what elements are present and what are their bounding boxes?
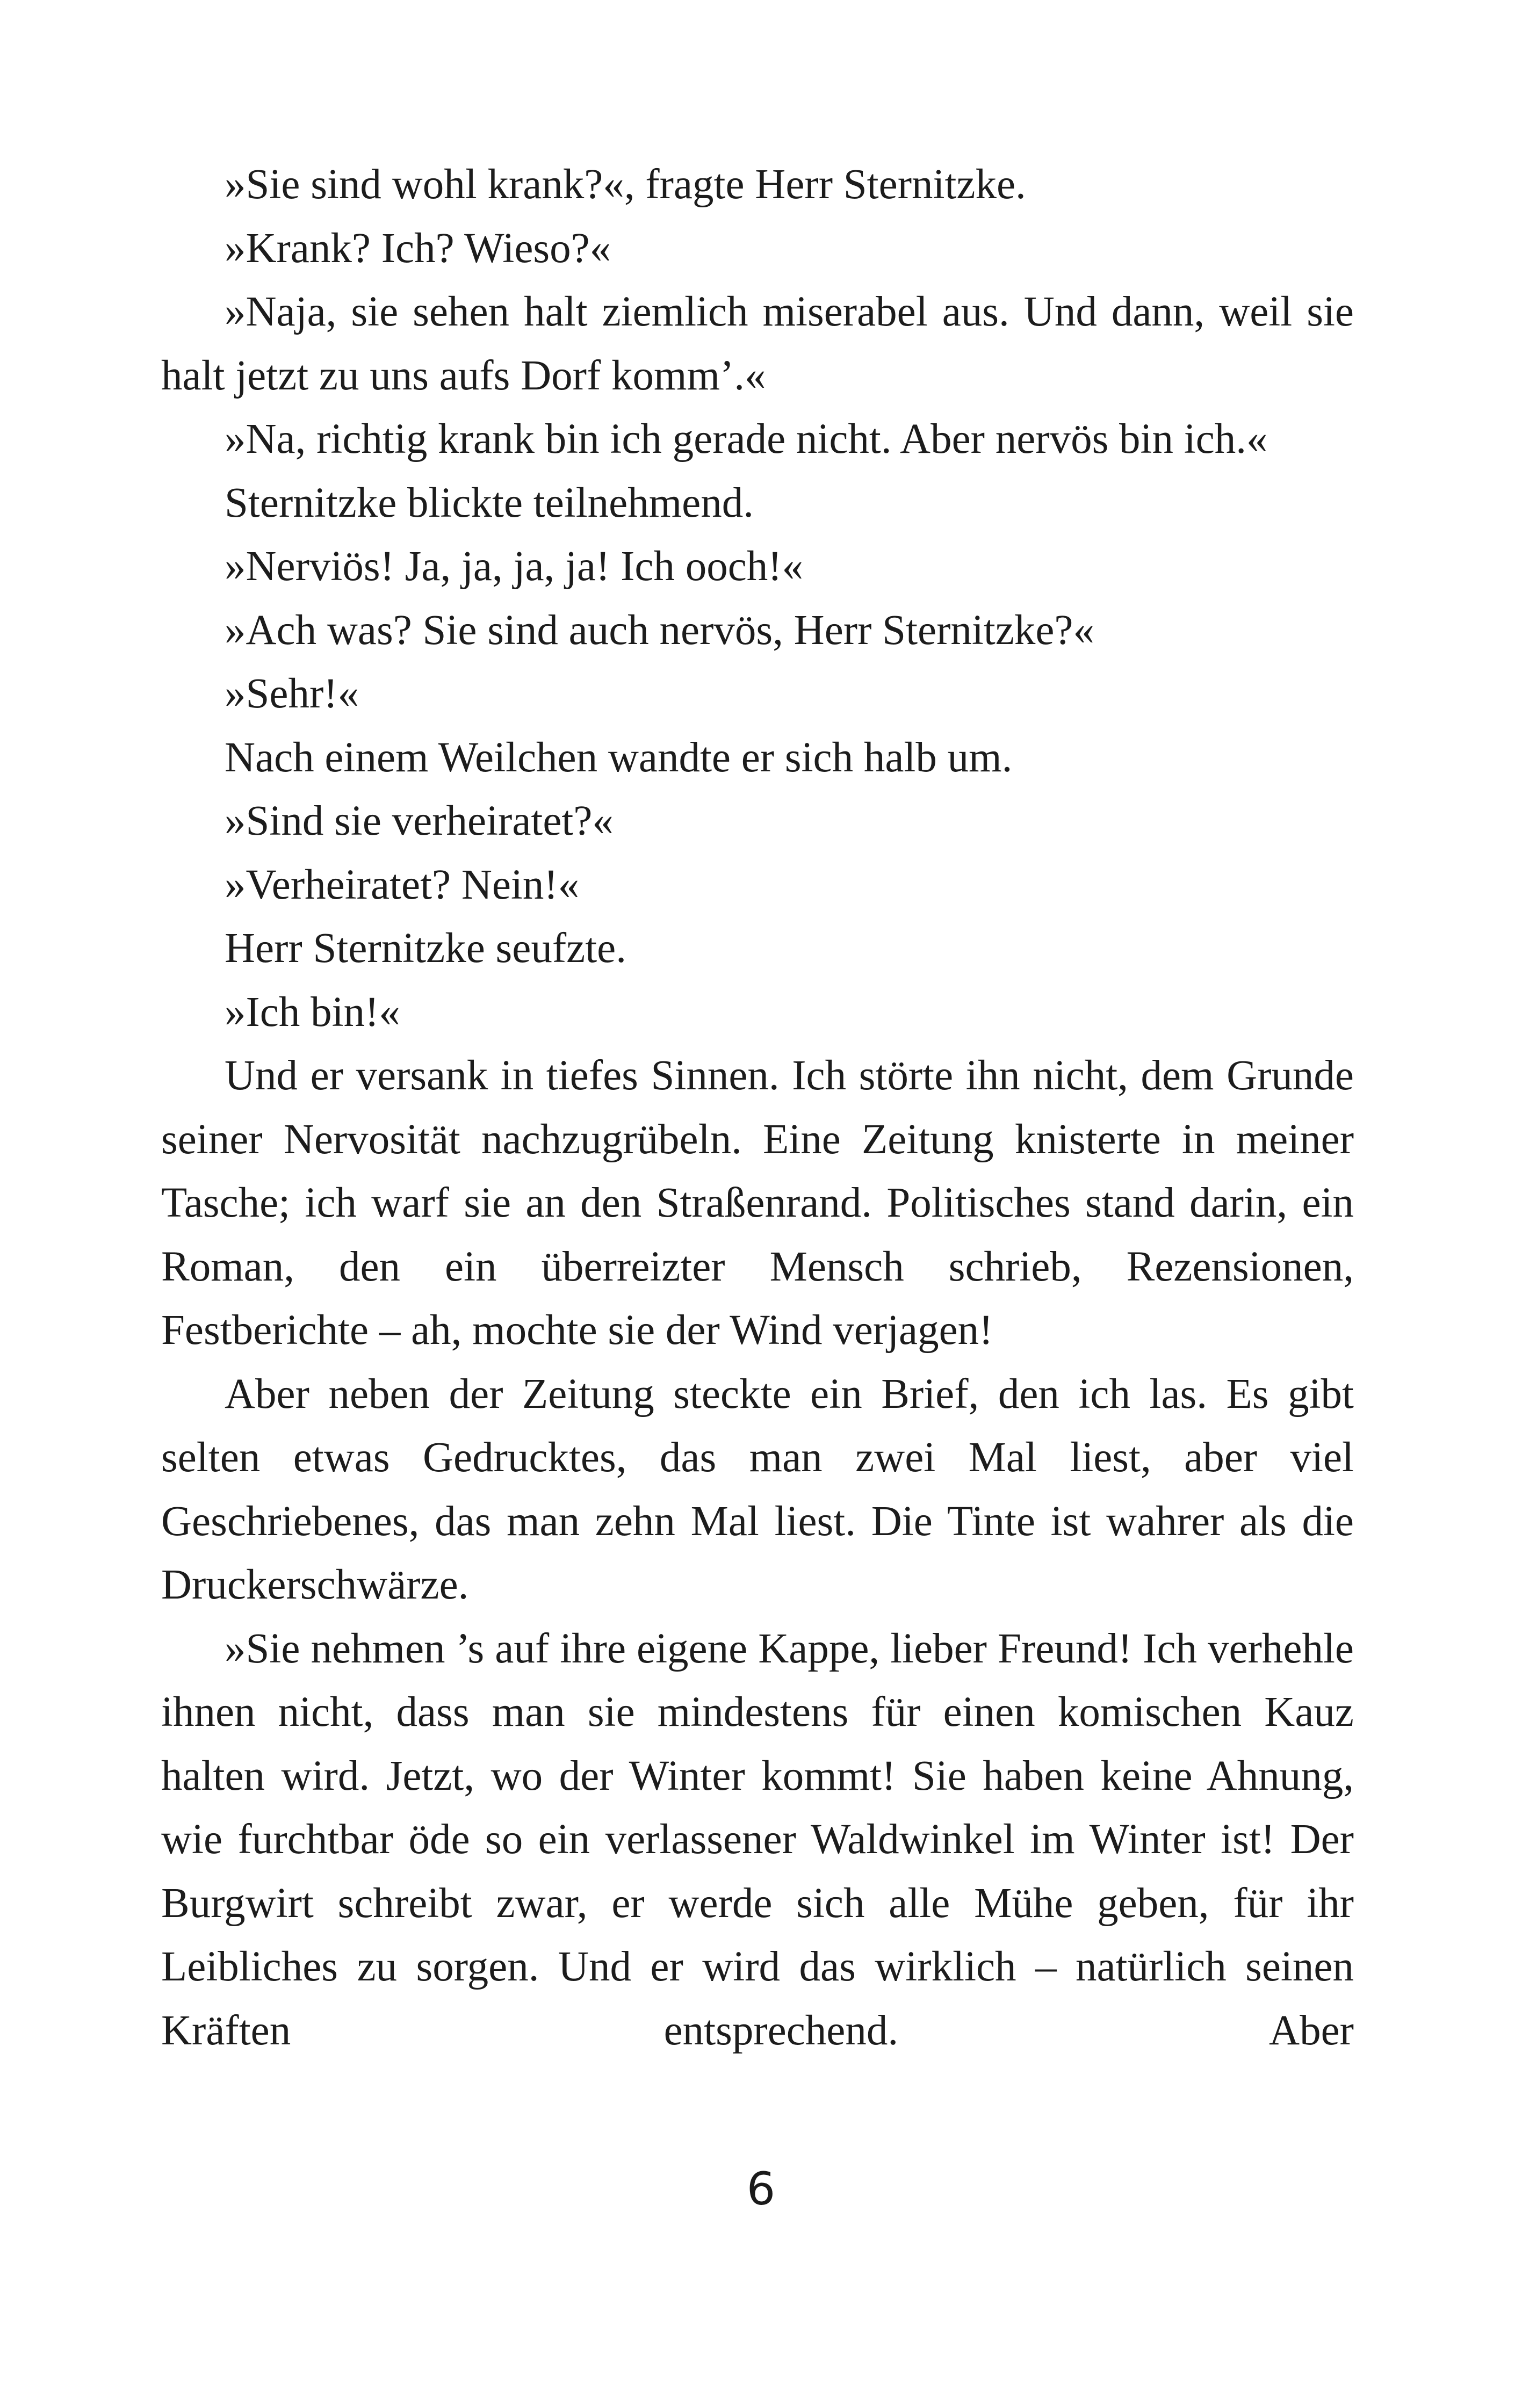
paragraph: »Na, richtig krank bin ich gerade nicht. Aber nervös bin ich.« <box>225 416 1268 462</box>
paragraph: »Naja, sie sehen halt ziemlich miserabel aus. Und dann, weil sie halt jetzt zu uns aufs Dorf komm’.« <box>161 288 1354 399</box>
paragraph: »Sehr!« <box>225 670 359 717</box>
paragraph: Und er versank in tiefes Sinnen. Ich störte ihn nicht, dem Grunde seiner Nervosität nachzugrübeln. Eine Zeitung knisterte in meiner Tasche; ich warf sie an den Straßenrand. Politisches stand darin, ein Roman, den ein überreizter Mensch schrieb, Rezensionen, Festberichte – ah, mochte sie der Wind verjagen! <box>161 1052 1354 1354</box>
paragraph: »Sie sind wohl krank?«, fragte Herr Sternitzke. <box>225 161 1026 208</box>
paragraph: »Verheiratet? Nein!« <box>225 861 580 908</box>
paragraph: Nach einem Weilchen wandte er sich halb um. <box>225 734 1013 781</box>
paragraph: »Ach was? Sie sind auch nervös, Herr Sternitzke?« <box>225 606 1094 654</box>
paragraph: »Nerviös! Ja, ja, ja, ja! Ich ooch!« <box>225 543 804 590</box>
paragraph: Herr Sternitzke seufzte. <box>225 925 626 972</box>
paragraph: Aber neben der Zeitung steckte ein Brief, den ich las. Es gibt selten etwas Gedrucktes, das man zwei Mal liest, aber viel Geschriebenes, das man zehn Mal liest. Die Tinte ist wahrer als die Druckerschwärze. <box>161 1370 1354 1608</box>
paragraph: »Sind sie verheiratet?« <box>225 798 614 844</box>
paragraph: Sternitzke blickte teilnehmend. <box>225 479 754 526</box>
paragraph: »Ich bin!« <box>225 988 400 1036</box>
paragraph: »Sie nehmen ’s auf ihre eigene Kappe, lieber Freund! Ich verhehle ihnen nicht, dass man sie mindestens für einen komischen Kauz halten wird. Jetzt, wo der Winter kommt! Sie haben keine Ahnung, wie furchtbar öde so ein verlassener Waldwinkel im Winter ist! Der Burgwirt schreibt zwar, er werde sich alle Mühe geben, für ihr Leibliches zu sorgen. Und er wird das wirklich – natürlich seinen Kräften entsprechend. Aber <box>161 1625 1354 2054</box>
paragraph: »Krank? Ich? Wieso?« <box>225 225 611 272</box>
page-number: 6 <box>746 2163 776 2215</box>
body-text <box>161 153 1354 2063</box>
